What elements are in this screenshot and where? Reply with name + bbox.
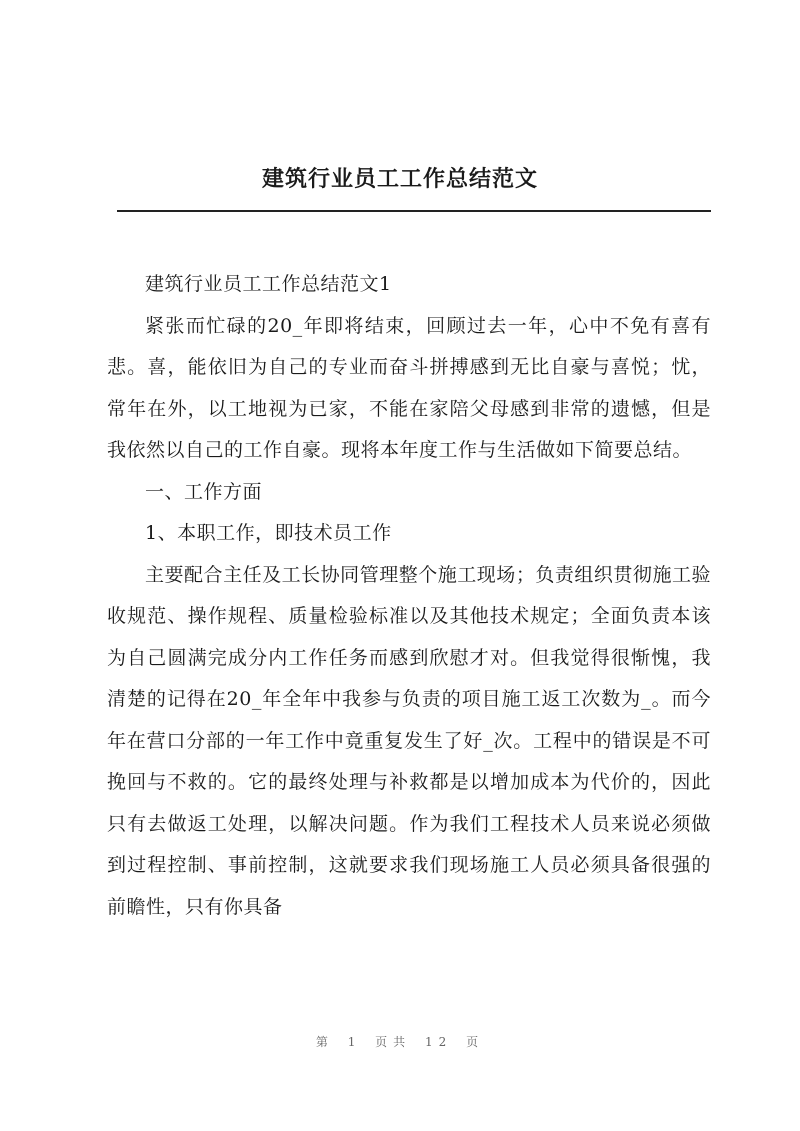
footer-suffix: 页 <box>466 1035 485 1049</box>
document-body <box>107 264 711 928</box>
paragraph-heading: 建筑行业员工工作总结范文1 <box>145 273 392 295</box>
paragraph-intro: 紧张而忙碌的20_年即将结束，回顾过去一年，心中不免有喜有悲。喜，能依旧为自己的专业而奋斗拼搏感到无比自豪与喜悦；忧，常年在外，以工地视为已家，不能在家陪父母感到非常的遗憾，但是我依然以自己的工作自豪。现将本年度工作与生活做如下简要总结。 <box>107 314 711 461</box>
paragraph-duty: 主要配合主任及工长协同管理整个施工现场；负责组织贯彻施工验收规范、操作规程、质量检验标准以及其他技术规定；全面负责本该为自己圆满完成分内工作任务而感到欣慰才对。但我觉得很惭愧，我清楚的记得在20_年全年中我参与负责的项目施工返工次数为_。而今年在营口分部的一年工作中竟重复发生了好_次。工程中的错误是不可挽回与不救的。它的最终处理与补救都是以增加成本为代价的，因此只有去做返工处理，以解决问题。作为我们工程技术人员来说必须做到过程控制、事前控制，这就要求我们现场施工人员必须具备很强的前瞻性，只有你具备 <box>107 563 711 918</box>
document-title: 建筑行业员工工作总结范文 <box>261 167 538 192</box>
footer-prefix: 第 <box>315 1035 334 1049</box>
page-footer <box>0 1033 800 1050</box>
footer-page-number: 1 <box>347 1035 362 1049</box>
footer-middle: 页共 <box>375 1035 412 1049</box>
title-divider <box>117 210 711 212</box>
section-heading-work: 一、工作方面 <box>145 480 263 503</box>
footer-total-pages: 12 <box>425 1035 453 1049</box>
subsection-heading-duty: 1、本职工作，即技术员工作 <box>145 522 392 544</box>
